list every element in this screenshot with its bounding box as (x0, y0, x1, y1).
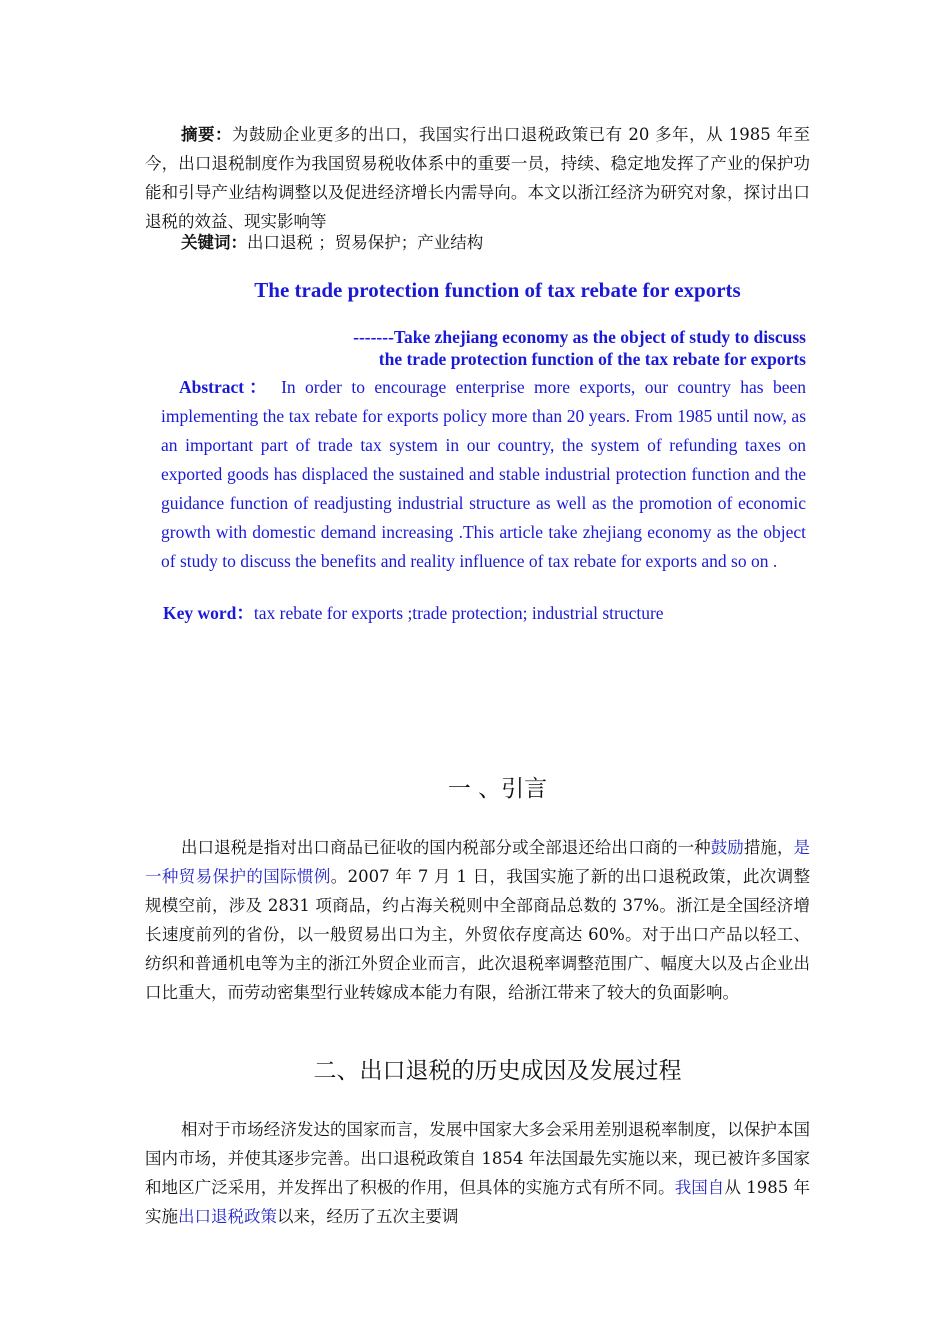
english-subtitle (250, 326, 806, 370)
keywords-text-cn: 出口退税 ；贸易保护；产业结构 (247, 233, 484, 252)
section-2-heading: 二、出口退税的历史成因及发展过程 (313, 1058, 682, 1084)
link-export-tax-policy[interactable]: 出口退税政策 (178, 1207, 277, 1226)
keywords-label-en: Key word： (163, 603, 254, 623)
chinese-abstract (145, 120, 810, 236)
section-2-text-c: 以来，经历了五次主要调 (277, 1207, 459, 1226)
section-1-text-b: 措施， (743, 838, 794, 857)
section-1-text-a: 出口退税是指对出口商品已征收的国内税部分或全部退还给出口商的一种 (181, 838, 711, 857)
section-2-text-a: 相对于市场经济发达的国家而言，发展中国家大多会采用差别退税率制度，以保护本国国内市场，并使其逐步完善。出口退税政策自 1854 年法国最先实施以来，现已被许多国家和地区广泛采用，并发挥出了积极的作用，但具体的实施方式有所不同。 (145, 1120, 810, 1197)
abstract-label-cn: 摘要： (181, 125, 232, 144)
english-title: The trade protection function of tax rebate for exports (254, 278, 741, 302)
section-1-body (145, 833, 810, 1007)
section-1-heading: 一 、引言 (447, 776, 548, 802)
keywords-en (163, 600, 808, 625)
link-our-country[interactable]: 我国自 (674, 1178, 725, 1197)
keywords-cn (181, 230, 801, 256)
english-abstract (161, 373, 806, 576)
keywords-label-cn: 关键词： (181, 233, 247, 252)
abstract-label-en: Abstract： (179, 377, 272, 397)
english-subtitle-line-2: the trade protection function of the tax rebate for exports (378, 349, 806, 369)
english-subtitle-line-1: -------Take zhejiang economy as the object of study to discuss (353, 327, 806, 347)
section-2-body (145, 1115, 810, 1231)
abstract-text-cn: 为鼓励企业更多的出口，我国实行出口退税政策已有 20 多年，从 1985 年至今，出口退税制度作为我国贸易税收体系中的重要一员，持续、稳定地发挥了产业的保护功能和引导产业结构调整以及促进经济增长内需导向。本文以浙江经济为研究对象，探讨出口退税的效益、现实影响等 (145, 125, 811, 231)
section-2-text-b: 从 1985 年实施 (145, 1178, 811, 1226)
link-international-practice[interactable]: 是一种贸易保护的国际惯例 (145, 838, 811, 886)
keywords-text-en: tax rebate for exports ;trade protection; industrial structure (253, 603, 664, 623)
section-1-text-c: 。2007 年 7 月 1 日，我国实施了新的出口退税政策，此次调整规模空前，涉及 2831 项商品，约占海关税则中全部商品总数的 37%。浙江是全国经济增长速度前列的省份，以一般贸易出口为主，外贸依存度高达 60%。对于出口产品以轻工、纺织和普通机电等为主的浙江外贸企业而言，此次退税率调整范围广、幅度大以及占企业出口比重大，而劳动密集型行业转嫁成本能力有限，给浙江带来了较大的负面影响。 (145, 867, 810, 1002)
abstract-text-en: In order to encourage enterprise more exports, our country has been implementing the tax rebate for exports policy more than 20 years. From 1985 until now, as an important part of trade tax system in our country, the system of refunding taxes on exported goods has displaced the sustained and stable industrial protection function and the guidance function of readjusting industrial structure as well as the promotion of economic growth with domestic demand increasing .This article take zhejiang economy as the object of study to discuss the benefits and reality influence of tax rebate for exports and so on . (161, 377, 807, 571)
link-encourage[interactable]: 鼓励 (710, 838, 744, 857)
